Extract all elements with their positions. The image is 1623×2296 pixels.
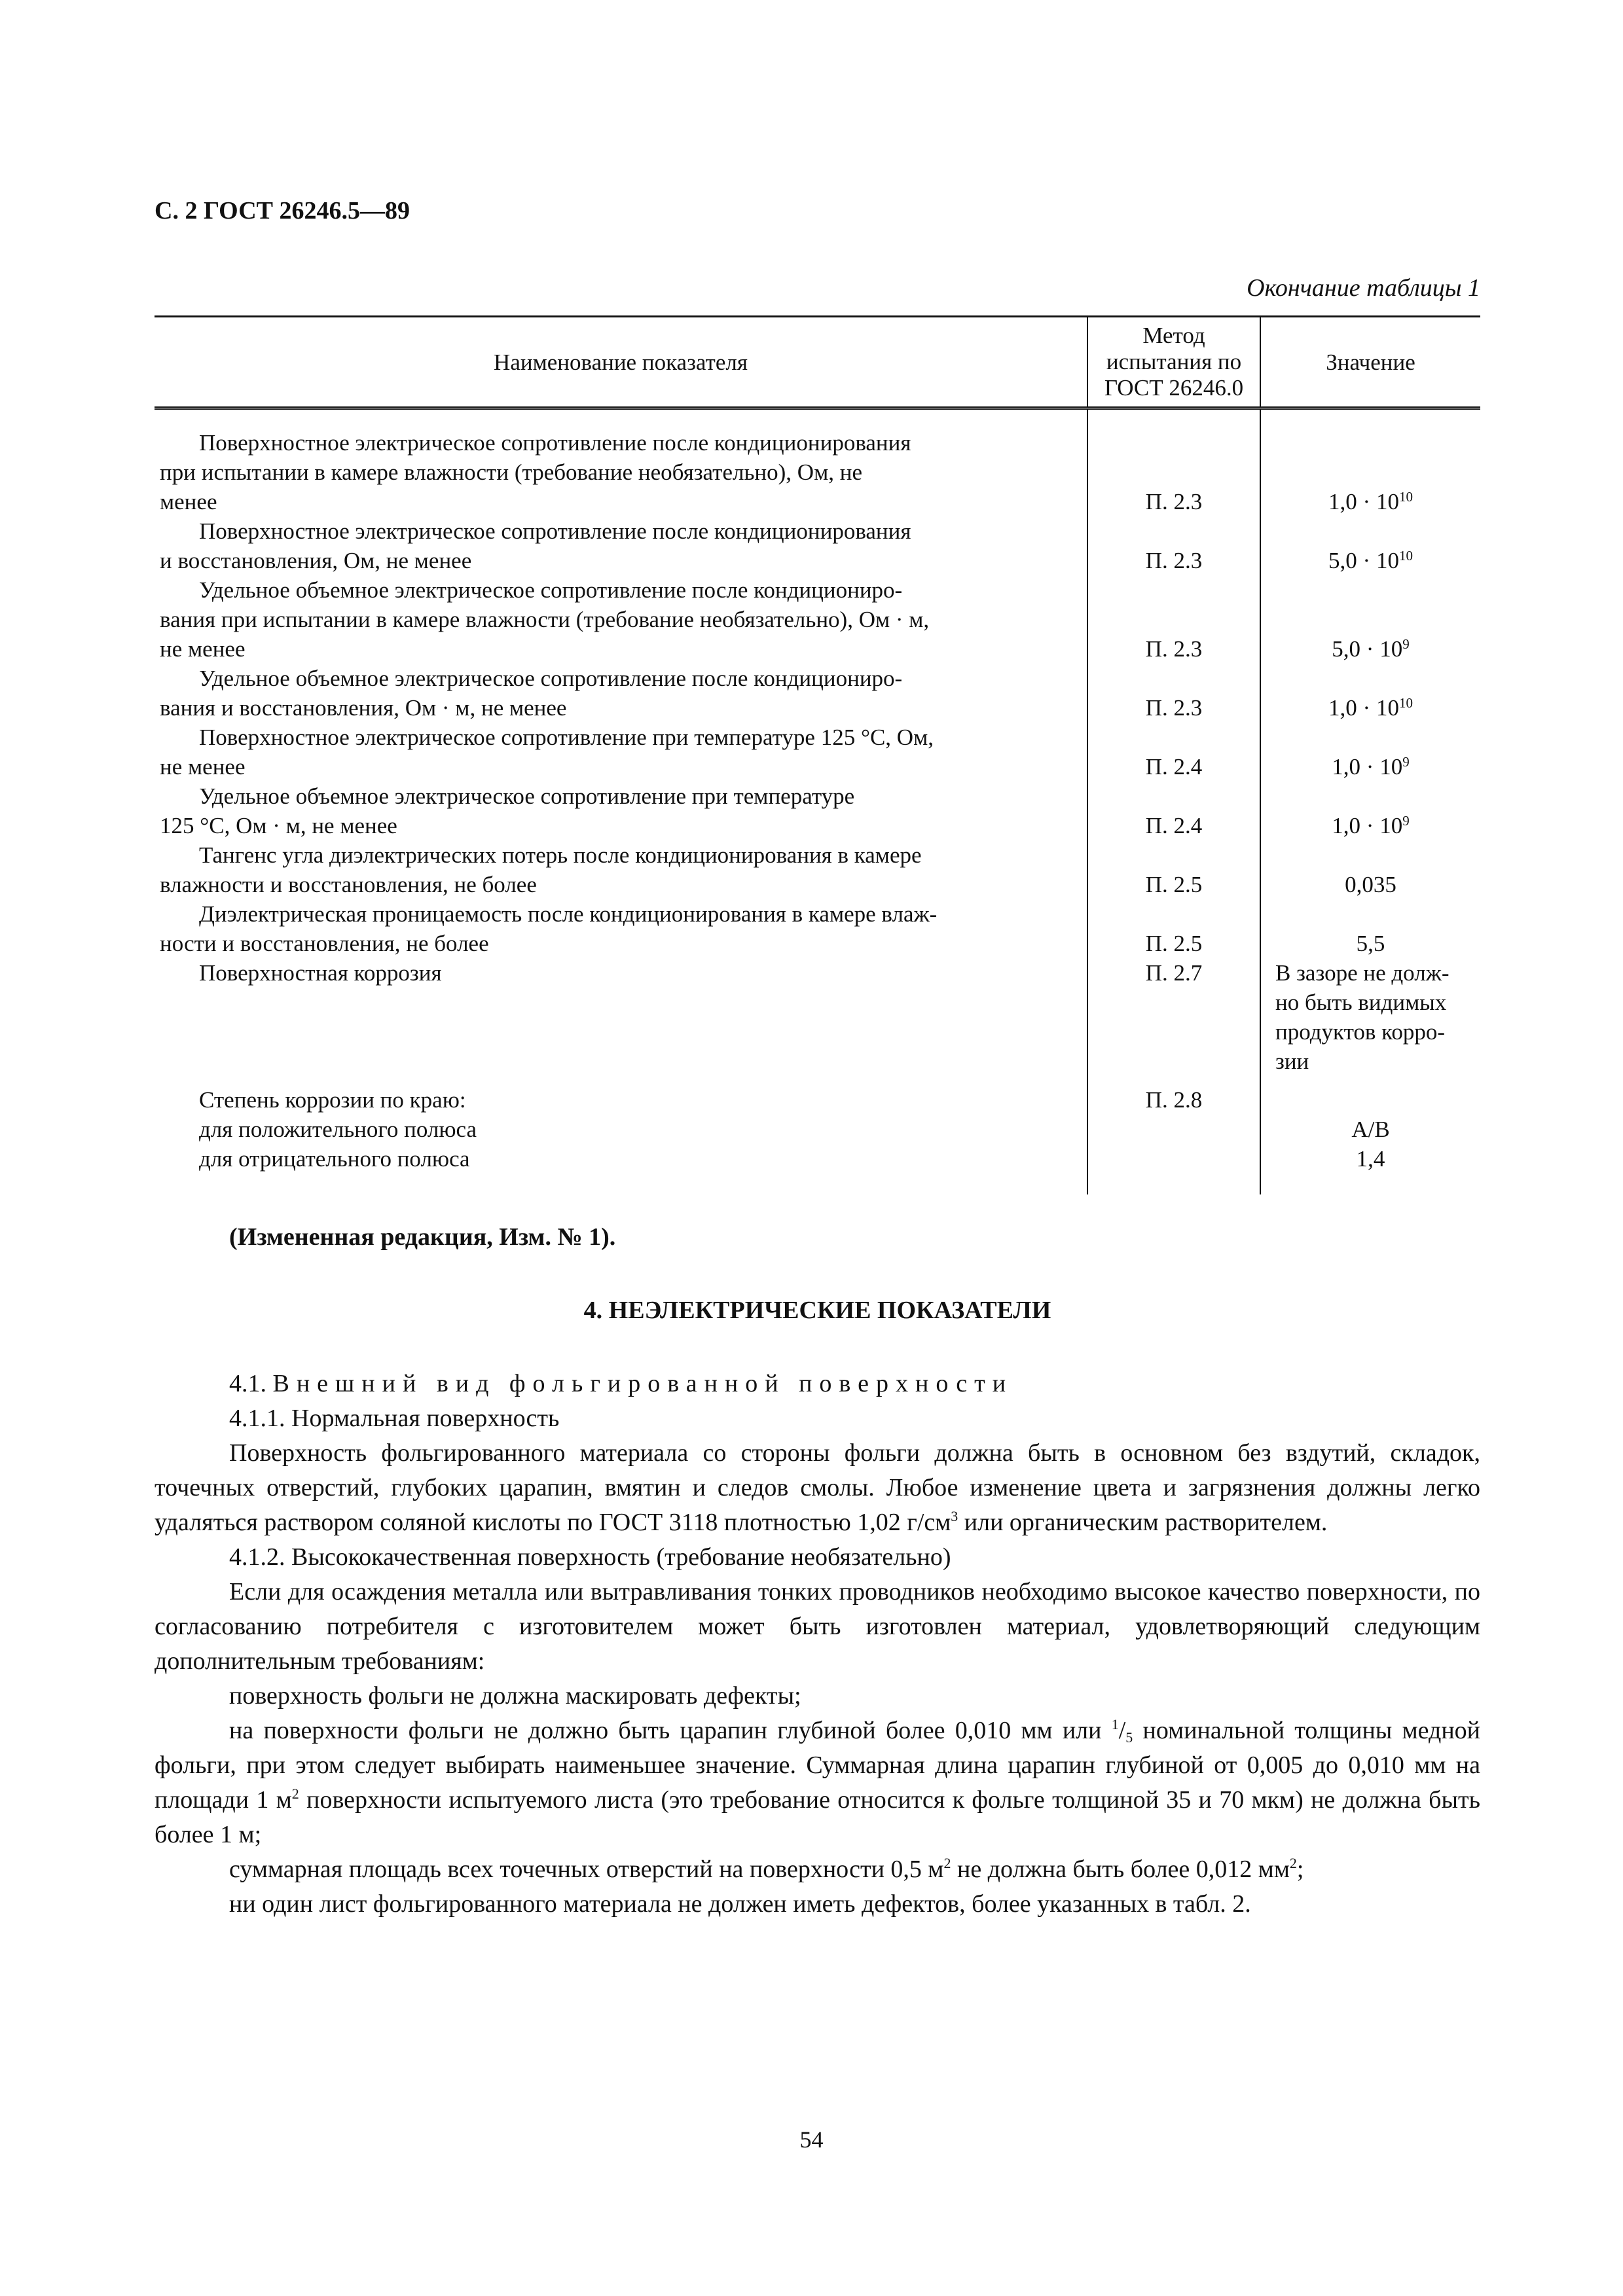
clause-4-1-2: 4.1.2. Высококачественная поверхность (требование необязательно) bbox=[229, 1543, 951, 1571]
superscript: 2 bbox=[943, 1855, 951, 1871]
table-row bbox=[155, 575, 1480, 664]
row-value bbox=[1260, 408, 1480, 517]
table-row bbox=[155, 781, 1480, 840]
value-base: 1,0 · 10 bbox=[1332, 754, 1403, 780]
row-value bbox=[1260, 1076, 1480, 1194]
clause-4-1 bbox=[155, 1367, 1480, 1401]
table-row bbox=[155, 723, 1480, 781]
row-name bbox=[155, 723, 1087, 781]
superscript: 3 bbox=[951, 1508, 958, 1524]
row-name bbox=[155, 958, 1087, 1076]
clause-number: 4.1. bbox=[229, 1370, 266, 1397]
edition-note: (Измененная редакция, Изм. № 1). bbox=[229, 1223, 616, 1251]
superscript: 2 bbox=[1289, 1855, 1297, 1871]
row-name-line: не менее bbox=[160, 636, 246, 662]
paragraph-text: поверхности испытуемого листа (это требование относится к фольге толщиной 35 и 70 мкм) не должна быть более 1 м; bbox=[155, 1786, 1480, 1848]
row-value bbox=[1260, 516, 1480, 575]
row-name-line: ности и восстановления, не более bbox=[160, 931, 489, 956]
row-value-line: продуктов корро- bbox=[1275, 1019, 1446, 1045]
row-name-line: Удельное объемное электрическое сопротивление после кондициониро- bbox=[199, 666, 903, 691]
value-exponent: 10 bbox=[1398, 548, 1413, 564]
row-name bbox=[155, 575, 1087, 664]
row-name bbox=[155, 1076, 1087, 1194]
row-name-line: не менее bbox=[160, 754, 246, 780]
row-name-line: влажности и восстановления, не более bbox=[160, 872, 537, 897]
column-header-method-line: ГОСТ 26246.0 bbox=[1104, 375, 1244, 401]
column-header-value: Значение bbox=[1260, 317, 1480, 408]
paragraph-text: номинальной толщины медной фольги, при этом следует выбирать наименьшее значение. Суммарная длина царапин глубиной от 0,005 до 0,010 мм на площади 1 м bbox=[155, 1717, 1480, 1814]
paragraph-text: или органическим растворителем. bbox=[958, 1509, 1328, 1536]
table-row bbox=[155, 516, 1480, 575]
value-base: 5,0 · 10 bbox=[1332, 636, 1403, 662]
row-name-line: вания при испытании в камере влажности (требование необязательно), Ом · м, bbox=[160, 607, 930, 632]
value-base: 1,0 · 10 bbox=[1328, 695, 1399, 721]
row-name-line: 125 °С, Ом · м, не менее bbox=[160, 813, 397, 838]
column-header-method-line: Метод bbox=[1142, 323, 1205, 348]
paragraph-text: Поверхность фольгированного материала со стороны фольги должна быть в основном без вздутий, складок, точечных отверстий, глубоких царапин, вмятин и следов смолы. Любое изменение цвета и загрязнения должны легко удаляться раствором соляной кислоты по ГОСТ 3118 плотностью 1,02 г/см bbox=[155, 1439, 1480, 1536]
row-value-line: 1,4 bbox=[1356, 1146, 1385, 1172]
row-method: П. 2.3 bbox=[1087, 575, 1260, 664]
row-name-line: Степень коррозии по краю: bbox=[199, 1087, 466, 1113]
section-body bbox=[155, 1367, 1480, 1922]
row-value bbox=[1260, 781, 1480, 840]
clause-title: Внешний вид фольгированной поверхности bbox=[272, 1370, 1013, 1397]
row-name bbox=[155, 899, 1087, 958]
row-method: П. 2.4 bbox=[1087, 781, 1260, 840]
value-base: 5,0 · 10 bbox=[1328, 548, 1399, 573]
row-name-line: при испытании в камере влажности (требование необязательно), Ом, не bbox=[160, 459, 862, 485]
row-name-line: Диэлектрическая проницаемость после кондиционирования в камере влаж- bbox=[199, 901, 938, 927]
column-header-method-line: испытания по bbox=[1106, 349, 1242, 374]
row-name-line: Поверхностное электрическое сопротивление после кондиционирования bbox=[199, 430, 911, 456]
value-base: 1,0 · 10 bbox=[1332, 813, 1403, 838]
paragraph: поверхность фольги не должна маскировать дефекты; bbox=[229, 1682, 801, 1710]
clause-4-1-1: 4.1.1. Нормальная поверхность bbox=[229, 1405, 560, 1432]
row-name-line: Удельное объемное электрическое сопротивление при температуре bbox=[199, 783, 855, 809]
row-method: П. 2.8 bbox=[1087, 1076, 1260, 1194]
table-row bbox=[155, 664, 1480, 723]
value-exponent: 10 bbox=[1398, 695, 1413, 711]
row-name-line: Поверхностная коррозия bbox=[199, 960, 442, 986]
row-name bbox=[155, 516, 1087, 575]
row-method: П. 2.5 bbox=[1087, 899, 1260, 958]
properties-table bbox=[155, 315, 1480, 1194]
table-row bbox=[155, 408, 1480, 517]
page-number: 54 bbox=[799, 2126, 824, 2153]
row-value bbox=[1260, 575, 1480, 664]
value-exponent: 10 bbox=[1398, 489, 1413, 505]
row-name-line: и восстановления, Ом, не менее bbox=[160, 548, 472, 573]
paragraph: на поверхности фольги не должно быть царапин глубиной более 0,010 мм или $^1/_5$ номинальной толщины медной фольги, при этом следует выбирать наименьшее значение. Суммарная длина царапин глубиной от 0,005 до 0,010 мм на площади 1 $м^2$ поверхности испытуемого листа (это требование относится к фольге толщиной 35 и 70 мкм) не должна быть более 1 м; bbox=[155, 1716, 1480, 1848]
row-value bbox=[1260, 664, 1480, 723]
fraction-denominator: 5 bbox=[1125, 1729, 1133, 1746]
paragraph: ни один лист фольгированного материала не должен иметь дефектов, более указанных в табл. 2. bbox=[229, 1890, 1251, 1918]
paragraph bbox=[155, 1852, 1480, 1887]
row-value-line: зии bbox=[1275, 1049, 1309, 1074]
value-exponent: 9 bbox=[1402, 636, 1410, 652]
table-row bbox=[155, 958, 1480, 1076]
column-header-method bbox=[1087, 317, 1260, 408]
superscript: 2 bbox=[291, 1785, 299, 1802]
value-exponent: 9 bbox=[1402, 754, 1410, 770]
row-name bbox=[155, 840, 1087, 899]
table-caption: Окончание таблицы 1 bbox=[1247, 274, 1480, 302]
row-value bbox=[1260, 958, 1480, 1076]
paragraph-text: суммарная площадь всех точечных отверстий на поверхности 0,5 м bbox=[229, 1856, 944, 1883]
table-row bbox=[155, 1076, 1480, 1194]
row-value-line: но быть видимых bbox=[1275, 990, 1447, 1015]
table-header-row bbox=[155, 317, 1480, 408]
row-method: П. 2.3 bbox=[1087, 408, 1260, 517]
row-name bbox=[155, 408, 1087, 517]
row-value-line: В зазоре не долж- bbox=[1275, 960, 1450, 986]
paragraph: Если для осаждения металла или вытравливания тонких проводников необходимо высокое качество поверхности, по согласованию потребителя с изготовителем может быть изготовлен материал, удовлетворяющий следующим дополнительным требованиям: bbox=[155, 1578, 1480, 1675]
row-name-line: Поверхностное электрическое сопротивление при температуре 125 °С, Ом, bbox=[199, 725, 934, 750]
row-value-line: A/B bbox=[1351, 1117, 1390, 1142]
table-row bbox=[155, 899, 1480, 958]
row-name-line: Тангенс угла диэлектрических потерь после кондиционирования в камере bbox=[199, 842, 922, 868]
row-value: 0,035 bbox=[1260, 840, 1480, 899]
row-method: П. 2.4 bbox=[1087, 723, 1260, 781]
row-name-line: Удельное объемное электрическое сопротивление после кондициониро- bbox=[199, 577, 903, 603]
paragraph-text: ; bbox=[1296, 1856, 1304, 1883]
row-value: 5,5 bbox=[1260, 899, 1480, 958]
row-name-line: для отрицательного полюса bbox=[199, 1146, 470, 1172]
row-method: П. 2.5 bbox=[1087, 840, 1260, 899]
section-title: 4. НЕЭЛЕКТРИЧЕСКИЕ ПОКАЗАТЕЛИ bbox=[583, 1297, 1051, 1324]
paragraph bbox=[155, 1436, 1480, 1540]
row-method: П. 2.7 bbox=[1087, 958, 1260, 1076]
row-name-line: для положительного полюса bbox=[199, 1117, 477, 1142]
value-exponent: 9 bbox=[1402, 813, 1410, 829]
table-container bbox=[155, 315, 1480, 1194]
page-header: С. 2 ГОСТ 26246.5—89 bbox=[155, 197, 410, 224]
row-name bbox=[155, 781, 1087, 840]
table-row bbox=[155, 840, 1480, 899]
column-header-name: Наименование показателя bbox=[155, 317, 1087, 408]
row-name-line: Поверхностное электрическое сопротивление после кондиционирования bbox=[199, 518, 911, 544]
paragraph-text: не должна быть более 0,012 мм bbox=[951, 1856, 1290, 1883]
row-method: П. 2.3 bbox=[1087, 516, 1260, 575]
fraction-numerator: 1 bbox=[1111, 1716, 1119, 1732]
row-name-line: вания и восстановления, Ом · м, не менее bbox=[160, 695, 567, 721]
row-name-line: менее bbox=[160, 489, 217, 514]
row-name bbox=[155, 664, 1087, 723]
paragraph-text: на поверхности фольги не должно быть царапин глубиной более 0,010 мм или bbox=[229, 1717, 1112, 1744]
value-base: 1,0 · 10 bbox=[1328, 489, 1399, 514]
row-method: П. 2.3 bbox=[1087, 664, 1260, 723]
row-value bbox=[1260, 723, 1480, 781]
